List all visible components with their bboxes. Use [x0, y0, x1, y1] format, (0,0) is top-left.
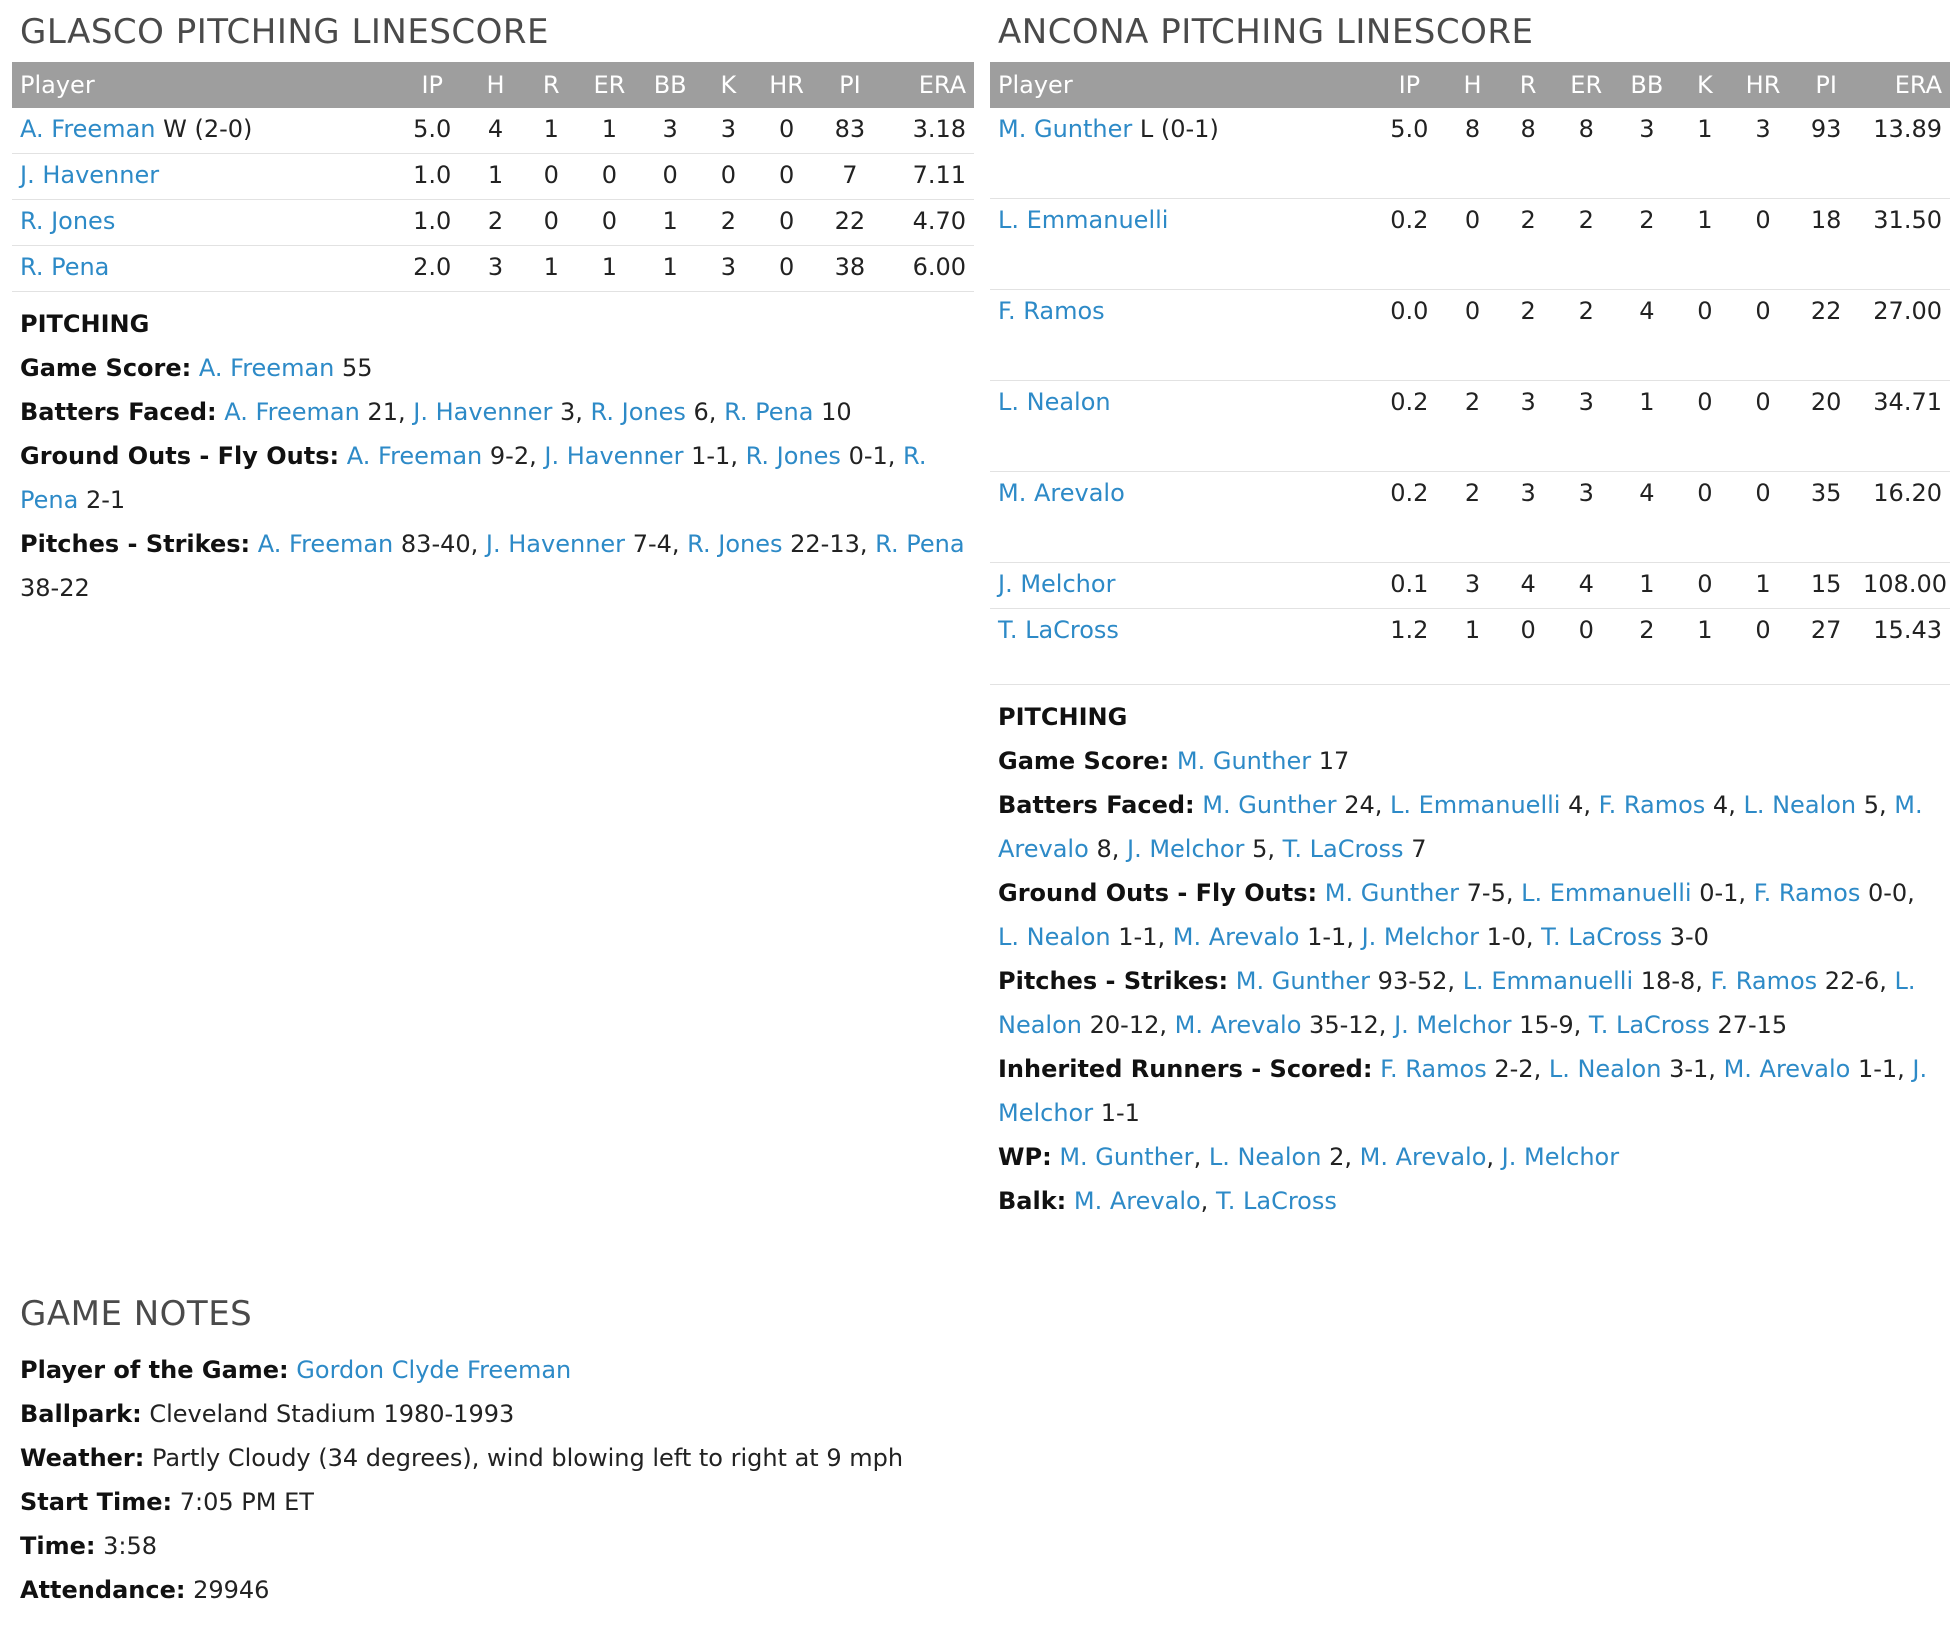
stat-cell-pi: 22 [1793, 290, 1859, 381]
stat-value: 0-1 [1699, 879, 1739, 907]
player-link[interactable]: R. Jones [745, 442, 841, 470]
stat-cell-r: 3 [1500, 381, 1556, 472]
ancona-table-body [990, 108, 1950, 685]
stat-cell-h: 2 [1445, 381, 1501, 472]
pitching-heading: PITCHING [20, 310, 150, 338]
player-link[interactable]: L. Nealon [1208, 1143, 1322, 1171]
stat-label: Inherited Runners - Scored: [998, 1055, 1373, 1083]
glasco-title: GLASCO PITCHING LINESCORE [20, 12, 550, 52]
stat-cell-pi: 7 [817, 154, 883, 200]
stat-cell-era: 13.89 [1859, 108, 1950, 199]
stat-cell-ip: 0.0 [1374, 290, 1445, 381]
stat-value: 20-12 [1089, 1011, 1160, 1039]
stat-cell-hr: 0 [1733, 609, 1794, 685]
player-link[interactable]: L. Emmanuelli [1390, 791, 1561, 819]
stat-cell-er: 0 [1556, 609, 1617, 685]
stat-value: 24 [1344, 791, 1375, 819]
stat-value: 1-1 [1857, 1055, 1898, 1083]
player-link[interactable]: F. Ramos [1710, 967, 1818, 995]
col-header-k[interactable]: K [701, 62, 757, 108]
ancona-title: ANCONA PITCHING LINESCORE [998, 12, 1534, 52]
stat-cell-h: 1 [1445, 609, 1501, 685]
stat-cell-ip: 2.0 [397, 246, 468, 292]
stat-cell-era: 6.00 [883, 246, 974, 292]
glasco-section [12, 0, 974, 610]
stat-cell-hr: 0 [1733, 199, 1794, 290]
stat-cell-ip: 1.0 [397, 154, 468, 200]
stat-cell-bb: 4 [1617, 290, 1678, 381]
stat-cell-ip: 1.2 [1374, 609, 1445, 685]
player-cell [990, 381, 1374, 472]
player-link[interactable]: T. LaCross [1588, 1011, 1710, 1039]
glasco-table-body [12, 108, 974, 292]
stat-cell-bb: 1 [640, 200, 701, 246]
player-link[interactable]: A. Freeman [257, 530, 394, 558]
stat-cell-hr: 0 [1733, 472, 1794, 563]
player-link[interactable]: M. Arevalo [1723, 1055, 1851, 1083]
stat-cell-er: 2 [1556, 199, 1617, 290]
stat-cell-k: 3 [701, 246, 757, 292]
table-row [990, 108, 1950, 199]
col-header-ip[interactable]: IP [1374, 62, 1445, 108]
stat-cell-k: 0 [701, 154, 757, 200]
player-link[interactable]: T. LaCross [1282, 835, 1404, 863]
stat-value: 3 [560, 398, 576, 426]
stat-value: 0-1 [848, 442, 888, 470]
stat-cell-er: 1 [579, 108, 640, 154]
player-link[interactable]: A. Freeman [198, 354, 335, 382]
stat-cell-ip: 5.0 [397, 108, 468, 154]
ground-fly-outs-line: Ground Outs - Fly Outs: A. Freeman 9-2, J. Havenner 1-1, R. Jones 0-1, R. Pena 2-1 [20, 442, 927, 514]
stat-cell-pi: 22 [817, 200, 883, 246]
stat-cell-k: 0 [1677, 472, 1733, 563]
col-header-pi[interactable]: PI [817, 62, 883, 108]
col-header-player[interactable]: Player [12, 62, 397, 108]
stat-cell-pi: 83 [817, 108, 883, 154]
glasco-linescore-table [12, 62, 974, 292]
stat-cell-k: 3 [701, 108, 757, 154]
inherited-runners-line: Inherited Runners - Scored: F. Ramos 2-2, L. Nealon 3-1, M. Arevalo 1-1, J. Melchor 1-1 [998, 1055, 1928, 1127]
ground-fly-outs-line: Ground Outs - Fly Outs: M. Gunther 7-5, L. Emmanuelli 0-1, F. Ramos 0-0, L. Nealon 1-1, M. Arevalo 1-1, J. Melchor 1-0, T. LaCross 3-0 [998, 879, 1915, 951]
game-notes-section [12, 1282, 974, 1612]
stat-cell-era: 4.70 [883, 200, 974, 246]
stat-cell-k: 0 [1677, 563, 1733, 609]
col-header-h[interactable]: H [468, 62, 524, 108]
note-label: Attendance: [20, 1576, 186, 1604]
game-notes-list [12, 1344, 974, 1612]
stat-cell-bb: 1 [1617, 563, 1678, 609]
pitches-strikes-line: Pitches - Strikes: A. Freeman 83-40, J. Havenner 7-4, R. Jones 22-13, R. Pena 38-22 [20, 530, 965, 602]
player-cell [12, 246, 397, 292]
note-label: Weather: [20, 1444, 145, 1472]
table-row [12, 108, 974, 154]
stat-cell-era: 31.50 [1859, 199, 1950, 290]
player-link[interactable]: R. Jones [20, 207, 116, 235]
stat-cell-er: 8 [1556, 108, 1617, 199]
stat-value: 2 [1329, 1143, 1345, 1171]
stat-value: 9-2 [489, 442, 530, 470]
stat-label: WP: [998, 1143, 1052, 1171]
player-link[interactable]: L. Nealon [998, 967, 1916, 1039]
stat-cell-h: 0 [1445, 199, 1501, 290]
stat-cell-pi: 18 [1793, 199, 1859, 290]
stat-value: 2-2 [1494, 1055, 1534, 1083]
ballpark-line [20, 1392, 966, 1436]
wild-pitch-line: WP: M. Gunther, L. Nealon 2, M. Arevalo, J. Melchor [998, 1143, 1620, 1171]
player-link[interactable]: F. Ramos [1380, 1055, 1487, 1083]
pitching-heading: PITCHING [998, 703, 1128, 731]
stat-cell-ip: 1.0 [397, 200, 468, 246]
stat-value: 1-0 [1486, 923, 1526, 951]
table-row [990, 472, 1950, 563]
start-time-line [20, 1480, 966, 1524]
player-link[interactable]: F. Ramos [998, 297, 1105, 325]
col-header-player[interactable]: Player [990, 62, 1374, 108]
stat-cell-r: 0 [1500, 609, 1556, 685]
col-header-era[interactable]: ERA [883, 62, 974, 108]
stat-value: 15-9 [1519, 1011, 1574, 1039]
col-header-bb[interactable]: BB [1617, 62, 1678, 108]
table-header-row [990, 62, 1950, 108]
stat-value: 7-4 [632, 530, 672, 558]
table-row [990, 290, 1950, 381]
stat-cell-h: 8 [1445, 108, 1501, 199]
player-link[interactable]: T. LaCross [1215, 1187, 1337, 1215]
player-link[interactable]: J. Havenner [413, 398, 553, 426]
stat-value: 7-5 [1466, 879, 1506, 907]
stat-value: 2-1 [85, 486, 126, 514]
player-link[interactable]: M. Arevalo [1174, 1011, 1302, 1039]
stat-cell-k: 1 [1677, 199, 1733, 290]
stat-cell-er: 0 [579, 154, 640, 200]
stat-value: 6 [693, 398, 709, 426]
stat-value: 21 [367, 398, 398, 426]
attendance-line [20, 1568, 966, 1612]
stat-cell-r: 2 [1500, 290, 1556, 381]
stat-value: 3-0 [1669, 923, 1709, 951]
col-header-er[interactable]: ER [579, 62, 640, 108]
stat-cell-ip: 0.2 [1374, 381, 1445, 472]
player-link[interactable]: L. Nealon [998, 388, 1111, 416]
player-cell [990, 609, 1374, 685]
stat-value: 27-15 [1717, 1011, 1788, 1039]
player-link[interactable]: J. Havenner [544, 442, 684, 470]
stat-cell-er: 2 [1556, 290, 1617, 381]
player-link[interactable]: T. LaCross [998, 616, 1119, 644]
col-header-bb[interactable]: BB [640, 62, 701, 108]
stat-cell-k: 1 [1677, 609, 1733, 685]
note-value: 3:58 [103, 1532, 158, 1560]
col-header-er[interactable]: ER [1556, 62, 1617, 108]
stat-label: Pitches - Strikes: [998, 967, 1229, 995]
player-cell [990, 563, 1374, 609]
stat-cell-r: 0 [523, 200, 579, 246]
weather-line [20, 1436, 966, 1480]
note-label: Start Time: [20, 1488, 173, 1516]
player-link[interactable]: J. Melchor [1361, 923, 1480, 951]
stat-value: 7 [1411, 835, 1427, 863]
col-header-h[interactable]: H [1445, 62, 1501, 108]
player-cell [990, 290, 1374, 381]
stat-cell-era: 3.18 [883, 108, 974, 154]
note-value: 7:05 PM ET [179, 1488, 314, 1516]
player-link[interactable]: L. Nealon [998, 923, 1111, 951]
player-link[interactable]: L. Nealon [1743, 791, 1857, 819]
stat-cell-r: 1 [523, 246, 579, 292]
stat-value: 93-52 [1377, 967, 1448, 995]
player-link[interactable]: J. Havenner [485, 530, 626, 558]
stat-cell-hr: 0 [1733, 290, 1794, 381]
table-row [990, 381, 1950, 472]
stat-cell-era: 108.00 [1859, 563, 1950, 609]
player-link[interactable]: M. Arevalo [1172, 923, 1300, 951]
player-link[interactable]: M. Gunther [1059, 1143, 1194, 1171]
player-link[interactable]: L. Emmanuelli [1462, 967, 1634, 995]
stat-cell-k: 1 [1677, 108, 1733, 199]
player-link[interactable]: J. Melchor [998, 1055, 1928, 1127]
batters-faced-line: Batters Faced: M. Gunther 24, L. Emmanuelli 4, F. Ramos 4, L. Nealon 5, M. Arevalo 8, J. Melchor 5, T. LaCross 7 [998, 791, 1923, 863]
stat-value: 55 [342, 354, 373, 382]
player-link[interactable]: A. Freeman [20, 115, 156, 143]
stat-cell-pi: 35 [1793, 472, 1859, 563]
stat-cell-pi: 27 [1793, 609, 1859, 685]
stat-cell-hr: 0 [1733, 381, 1794, 472]
stat-value: 35-12 [1309, 1011, 1379, 1039]
stat-cell-bb: 3 [640, 108, 701, 154]
glasco-pitching-stats [12, 292, 974, 610]
game-notes-title: GAME NOTES [20, 1294, 253, 1334]
note-value: Cleveland Stadium 1980-1993 [149, 1400, 515, 1428]
note-value: 29946 [193, 1576, 270, 1604]
player-link[interactable]: L. Nealon [1548, 1055, 1662, 1083]
player-link[interactable]: A. Freeman [346, 442, 483, 470]
stat-value: 1-1 [691, 442, 731, 470]
stat-value: 8 [1096, 835, 1112, 863]
col-header-pi[interactable]: PI [1793, 62, 1859, 108]
player-cell [12, 154, 397, 200]
stat-cell-h: 1 [468, 154, 524, 200]
player-link[interactable]: J. Melchor [1501, 1143, 1620, 1171]
stat-cell-r: 1 [523, 108, 579, 154]
stat-cell-pi: 38 [817, 246, 883, 292]
player-link[interactable]: M. Arevalo [998, 791, 1923, 863]
stat-cell-era: 15.43 [1859, 609, 1950, 685]
player-link[interactable]: J. Melchor [998, 570, 1116, 598]
col-header-k[interactable]: K [1677, 62, 1733, 108]
game-score-line [998, 739, 1942, 783]
stat-cell-era: 34.71 [1859, 381, 1950, 472]
player-link[interactable]: M. Arevalo [1359, 1143, 1487, 1171]
stat-cell-bb: 4 [1617, 472, 1678, 563]
stat-cell-er: 4 [1556, 563, 1617, 609]
stat-cell-h: 3 [1445, 563, 1501, 609]
col-header-r[interactable]: R [523, 62, 579, 108]
stat-cell-era: 27.00 [1859, 290, 1950, 381]
stat-cell-ip: 0.2 [1374, 472, 1445, 563]
note-label: Player of the Game: [20, 1356, 289, 1384]
stat-cell-pi: 15 [1793, 563, 1859, 609]
player-link[interactable]: M. Arevalo [1073, 1187, 1201, 1215]
stat-value: 1-1 [1118, 923, 1158, 951]
stat-label: Game Score: [998, 747, 1170, 775]
balk-line: Balk: M. Arevalo, T. LaCross [998, 1187, 1337, 1215]
player-link[interactable]: T. LaCross [1541, 923, 1663, 951]
stat-cell-er: 3 [1556, 472, 1617, 563]
stat-cell-bb: 3 [1617, 108, 1678, 199]
stat-cell-hr: 0 [756, 108, 817, 154]
stat-cell-h: 2 [1445, 472, 1501, 563]
ancona-section [990, 0, 1950, 1223]
table-row [12, 246, 974, 292]
decision-label: L (0-1) [1139, 115, 1219, 143]
player-link[interactable]: R. Pena [20, 253, 110, 281]
player-link[interactable]: L. Emmanuelli [1521, 879, 1692, 907]
stat-value: 5 [1252, 835, 1268, 863]
col-header-r[interactable]: R [1500, 62, 1556, 108]
stat-value: 38-22 [20, 574, 90, 602]
stat-label: Batters Faced: [20, 398, 217, 426]
batters-faced-line: Batters Faced: A. Freeman 21, J. Havenner 3, R. Jones 6, R. Pena 10 [20, 398, 852, 426]
player-link[interactable]: A. Freeman [224, 398, 360, 426]
stat-cell-pi: 93 [1793, 108, 1859, 199]
player-link[interactable]: J. Havenner [20, 161, 160, 189]
time-line [20, 1524, 966, 1568]
stat-cell-bb: 2 [1617, 199, 1678, 290]
stat-cell-era: 7.11 [883, 154, 974, 200]
stat-value: 18-8 [1640, 967, 1696, 995]
player-link[interactable]: R. Jones [590, 398, 686, 426]
stat-cell-ip: 5.0 [1374, 108, 1445, 199]
note-label: Ballpark: [20, 1400, 142, 1428]
table-row [990, 609, 1950, 685]
stat-cell-h: 2 [468, 200, 524, 246]
player-link[interactable]: R. Pena [724, 398, 814, 426]
stat-cell-bb: 1 [640, 246, 701, 292]
stat-value: 5 [1863, 791, 1880, 819]
stat-value: 4 [1568, 791, 1584, 819]
ancona-pitching-stats [990, 685, 1950, 1223]
player-link[interactable]: R. Jones [687, 530, 783, 558]
stat-cell-k: 0 [1677, 381, 1733, 472]
stat-cell-era: 16.20 [1859, 472, 1950, 563]
stat-cell-hr: 0 [756, 246, 817, 292]
stat-value: 10 [821, 398, 852, 426]
table-row [12, 154, 974, 200]
player-cell [990, 472, 1374, 563]
stat-cell-r: 4 [1500, 563, 1556, 609]
stat-cell-er: 0 [579, 200, 640, 246]
stat-value: 1-1 [1100, 1099, 1140, 1127]
player-cell [990, 199, 1374, 290]
stat-cell-h: 3 [468, 246, 524, 292]
player-link[interactable]: R. Pena [20, 442, 927, 514]
player-cell [12, 108, 397, 154]
stat-cell-h: 0 [1445, 290, 1501, 381]
player-link[interactable]: F. Ramos [1753, 879, 1861, 907]
player-link[interactable]: M. Gunther [1176, 747, 1312, 775]
stat-cell-k: 2 [701, 200, 757, 246]
player-link[interactable]: M. Gunther [998, 115, 1133, 143]
stat-cell-ip: 0.2 [1374, 199, 1445, 290]
player-of-game-line [20, 1348, 966, 1392]
decision-label: W (2-0) [163, 115, 253, 143]
stat-cell-r: 2 [1500, 199, 1556, 290]
stat-value: 1-1 [1307, 923, 1347, 951]
stat-value: 3-1 [1669, 1055, 1709, 1083]
stat-label: Pitches - Strikes: [20, 530, 251, 558]
stat-value: 22-13 [790, 530, 860, 558]
table-row [12, 200, 974, 246]
col-header-ip[interactable]: IP [397, 62, 468, 108]
stat-label: Balk: [998, 1187, 1067, 1215]
stat-cell-r: 0 [523, 154, 579, 200]
stat-cell-bb: 0 [640, 154, 701, 200]
col-header-era[interactable]: ERA [1859, 62, 1950, 108]
stat-value: 0-0 [1867, 879, 1908, 907]
game-score-line [20, 346, 966, 390]
player-link[interactable]: F. Ramos [1598, 791, 1706, 819]
ancona-linescore-table [990, 62, 1950, 685]
table-row [990, 199, 1950, 290]
stat-cell-r: 3 [1500, 472, 1556, 563]
player-cell [990, 108, 1374, 199]
stat-cell-hr: 0 [756, 154, 817, 200]
player-link[interactable]: R. Pena [875, 530, 965, 558]
note-label: Time: [20, 1532, 96, 1560]
stat-cell-h: 4 [468, 108, 524, 154]
stat-cell-pi: 20 [1793, 381, 1859, 472]
pitches-strikes-line: Pitches - Strikes: M. Gunther 93-52, L. Emmanuelli 18-8, F. Ramos 22-6, L. Nealon 20-12, M. Arevalo 35-12, J. Melchor 15-9, T. LaCross 27-15 [998, 967, 1916, 1039]
stat-cell-r: 8 [1500, 108, 1556, 199]
player-link[interactable]: M. Gunther [1235, 967, 1371, 995]
stat-cell-bb: 1 [1617, 381, 1678, 472]
player-of-game-link[interactable]: Gordon Clyde Freeman [296, 1356, 572, 1384]
player-link[interactable]: J. Melchor [1394, 1011, 1512, 1039]
player-cell [12, 200, 397, 246]
player-link[interactable]: L. Emmanuelli [998, 206, 1169, 234]
stat-label: Batters Faced: [998, 791, 1195, 819]
note-value: Partly Cloudy (34 degrees), wind blowing left to right at 9 mph [152, 1444, 904, 1472]
stat-cell-hr: 1 [1733, 563, 1794, 609]
player-link[interactable]: M. Gunther [1202, 791, 1337, 819]
stat-label: Game Score: [20, 354, 192, 382]
stat-cell-k: 0 [1677, 290, 1733, 381]
stat-value: 4 [1712, 791, 1729, 819]
stat-label: Ground Outs - Fly Outs: [998, 879, 1318, 907]
stat-cell-hr: 3 [1733, 108, 1794, 199]
table-header-row [12, 62, 974, 108]
stat-label: Ground Outs - Fly Outs: [20, 442, 340, 470]
stat-cell-ip: 0.1 [1374, 563, 1445, 609]
stat-value: 22-6 [1824, 967, 1880, 995]
stat-value: 83-40 [400, 530, 471, 558]
player-link[interactable]: M. Arevalo [998, 479, 1125, 507]
stat-cell-er: 3 [1556, 381, 1617, 472]
player-link[interactable]: J. Melchor [1126, 835, 1245, 863]
stat-cell-hr: 0 [756, 200, 817, 246]
stat-cell-er: 1 [579, 246, 640, 292]
table-row [990, 563, 1950, 609]
col-header-hr[interactable]: HR [756, 62, 817, 108]
stat-cell-bb: 2 [1617, 609, 1678, 685]
stat-value: 17 [1318, 747, 1350, 775]
player-link[interactable]: M. Gunther [1324, 879, 1460, 907]
col-header-hr[interactable]: HR [1733, 62, 1794, 108]
